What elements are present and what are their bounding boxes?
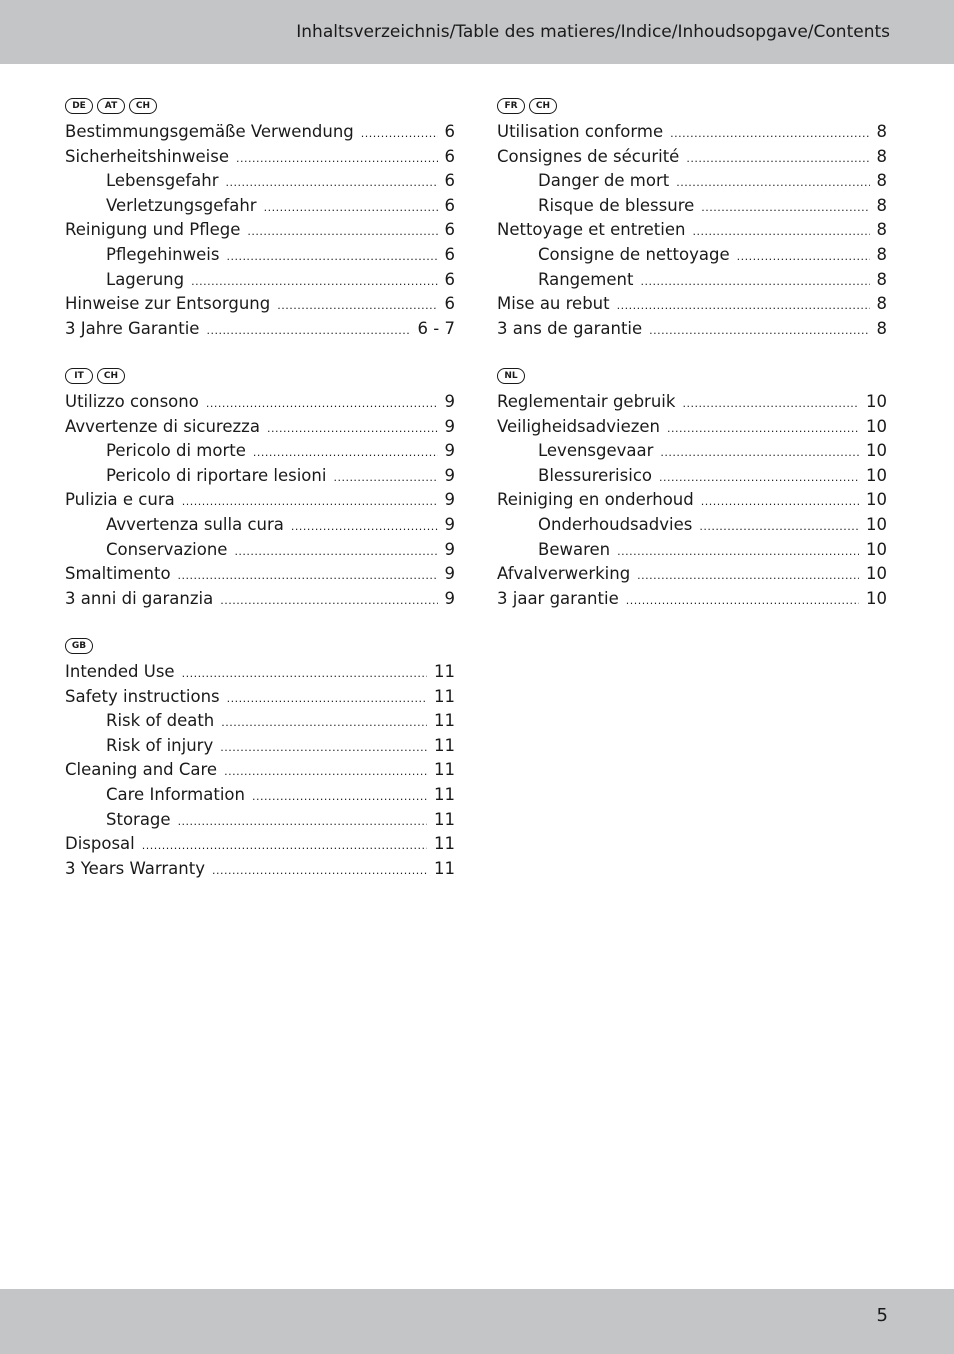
toc-entry [65, 564, 455, 589]
toc-entry-title: Risque de blessure [538, 195, 695, 215]
dot-leader [277, 299, 437, 312]
toc-entry-title: Risk of injury [106, 735, 214, 755]
toc-entry [497, 417, 887, 442]
toc-entry-page: 8 [876, 318, 887, 338]
dot-leader [682, 397, 859, 410]
toc-entry-title: Pericolo di riportare lesioni [106, 465, 327, 485]
toc-subentry [65, 466, 455, 491]
toc-entry-title: Lagerung [106, 269, 185, 289]
toc-entry [497, 589, 887, 614]
toc-entry-page: 11 [434, 858, 455, 878]
country-badge-it: IT [65, 368, 93, 384]
toc-entry-title: Utilisation conforme [497, 122, 664, 141]
toc-entry-title: Blessurerisico [538, 465, 652, 485]
country-badge-fr: FR [497, 98, 525, 114]
dot-leader [212, 864, 427, 877]
toc-entry-page: 6 [444, 269, 455, 289]
toc-subentry [497, 515, 887, 540]
dot-leader [701, 495, 859, 508]
toc-entry [497, 220, 887, 245]
country-badges [497, 365, 887, 387]
dot-leader [626, 594, 859, 607]
toc-entry-page: 11 [434, 735, 455, 755]
country-badges [65, 365, 455, 387]
dot-leader [253, 446, 438, 459]
toc-entry-title: Levensgevaar [538, 441, 654, 461]
toc-entry-page: 9 [444, 441, 455, 461]
toc-entry-title: Risk of death [106, 711, 215, 731]
toc-entry [65, 589, 455, 614]
toc-entry-title: Onderhoudsadvies [538, 514, 693, 534]
toc-entry-page: 6 [444, 171, 455, 191]
dot-leader [227, 692, 427, 705]
dot-leader [236, 152, 438, 165]
dot-leader [191, 275, 437, 288]
toc-subentry [497, 270, 887, 295]
toc-entry-title: Danger de mort [538, 171, 670, 191]
toc-entry-page: 10 [866, 564, 887, 584]
toc-entry-title: Safety instructions [65, 686, 220, 706]
toc-entry-title: Avvertenza sulla cura [106, 514, 284, 534]
toc-list [497, 392, 887, 613]
toc-section-fr [497, 95, 887, 343]
toc-entry-title: 3 ans de garantie [497, 318, 643, 338]
toc-entry-title: Care Information [106, 784, 245, 804]
toc-subentry [497, 171, 887, 196]
toc-entry [65, 490, 455, 515]
dot-leader [220, 594, 437, 607]
toc-entry-page: 11 [434, 784, 455, 804]
dot-leader [267, 422, 438, 435]
dot-leader [178, 815, 427, 828]
country-badge-ch: CH [529, 98, 557, 114]
toc-entry-page: 6 - 7 [417, 318, 455, 338]
toc-entry [65, 294, 455, 319]
country-badge-ch: CH [97, 368, 125, 384]
toc-entry-page: 10 [866, 514, 887, 534]
toc-subentry [65, 540, 455, 565]
toc-entry [497, 392, 887, 417]
toc-entry-title: Pflegehinweis [106, 244, 220, 264]
toc-entry-title: Bestimmungsgemäße Verwendung [65, 122, 354, 141]
toc-entry-title: Veiligheidsadviezen [497, 416, 661, 436]
dot-leader [667, 422, 859, 435]
dot-leader [686, 152, 869, 165]
toc-subentry [65, 441, 455, 466]
toc-entry-title: Reinigung und Pflege [65, 220, 241, 240]
toc-entry [497, 564, 887, 589]
dot-leader [291, 520, 438, 533]
toc-subentry [497, 441, 887, 466]
dot-leader [699, 520, 859, 533]
dot-leader [252, 790, 427, 803]
toc-entry-page: 8 [876, 294, 887, 314]
dot-leader [676, 176, 869, 189]
toc-entry-page: 8 [876, 122, 887, 141]
dot-leader [221, 716, 427, 729]
toc-entry-page: 9 [444, 392, 455, 411]
country-badge-nl: NL [497, 368, 525, 384]
dot-leader [206, 397, 438, 410]
toc-entry-page: 9 [444, 514, 455, 534]
toc-entry-page: 9 [444, 564, 455, 584]
toc-entry-page: 9 [444, 490, 455, 510]
toc-entry [65, 760, 455, 785]
toc-entry-title: Hinweise zur Entsorgung [65, 294, 271, 314]
toc-subentry [65, 196, 455, 221]
toc-entry-title: Afvalverwerking [497, 564, 631, 584]
dot-leader [226, 176, 438, 189]
toc-entry-page: 9 [444, 588, 455, 608]
toc-entry-title: Pulizia e cura [65, 490, 175, 510]
toc-entry [65, 662, 455, 687]
toc-entry [65, 687, 455, 712]
dot-leader [361, 127, 438, 140]
toc-subentry [497, 196, 887, 221]
toc-entry-page: 11 [434, 711, 455, 731]
country-badge-at: AT [97, 98, 125, 114]
toc-entry-page: 6 [444, 122, 455, 141]
toc-entry-title: 3 anni di garanzia [65, 588, 214, 608]
toc-entry-page: 10 [866, 441, 887, 461]
toc-list [497, 122, 887, 343]
toc-entry-title: Verletzungsgefahr [106, 195, 257, 215]
toc-subentry [65, 515, 455, 540]
toc-subentry [65, 736, 455, 761]
toc-entry-title: Bewaren [538, 539, 611, 559]
toc-list [65, 392, 455, 613]
toc-entry-title: Avvertenze di sicurezza [65, 416, 260, 436]
toc-entry-page: 10 [866, 490, 887, 510]
toc-subentry [65, 785, 455, 810]
toc-list [65, 662, 455, 883]
dot-leader [247, 225, 437, 238]
page-title: Inhaltsverzeichnis/Table des matieres/Indice/Inhoudsopgave/Contents [296, 22, 890, 42]
dot-leader [182, 667, 427, 680]
toc-entry-title: Disposal [65, 834, 135, 854]
toc-entry-page: 9 [444, 416, 455, 436]
dot-leader [224, 765, 427, 778]
dot-leader [234, 545, 437, 558]
dot-leader [182, 495, 438, 508]
country-badge-de: DE [65, 98, 93, 114]
toc-entry-page: 8 [876, 195, 887, 215]
toc-subentry [497, 245, 887, 270]
toc-subentry [65, 171, 455, 196]
toc-entry-page: 9 [444, 465, 455, 485]
dot-leader [660, 446, 859, 459]
toc-entry [497, 122, 887, 147]
footer-band [0, 1289, 954, 1354]
toc-entry-page: 11 [434, 760, 455, 780]
toc-entry-page: 11 [434, 809, 455, 829]
toc-entry [65, 392, 455, 417]
toc-entry-page: 6 [444, 244, 455, 264]
dot-leader [333, 471, 437, 484]
dot-leader [178, 569, 438, 582]
toc-entry-page: 8 [876, 269, 887, 289]
toc-entry [65, 319, 455, 344]
toc-entry-title: Nettoyage et entretien [497, 220, 686, 240]
dot-leader [142, 839, 427, 852]
toc-entry-page: 8 [876, 244, 887, 264]
toc-subentry [65, 270, 455, 295]
toc-entry-page: 10 [866, 392, 887, 411]
toc-section-de [65, 95, 455, 343]
toc-entry-page: 8 [876, 171, 887, 191]
toc-entry-page: 8 [876, 146, 887, 166]
toc-entry [65, 220, 455, 245]
dot-leader [640, 275, 869, 288]
dot-leader [659, 471, 859, 484]
toc-entry [497, 147, 887, 172]
toc-entry-page: 8 [876, 220, 887, 240]
toc-entry-page: 11 [434, 686, 455, 706]
toc-entry [65, 834, 455, 859]
toc-entry-title: 3 Years Warranty [65, 858, 205, 878]
toc-entry-title: Smaltimento [65, 564, 171, 584]
toc-section-it [65, 365, 455, 613]
toc-entry-page: 11 [434, 834, 455, 854]
toc-section-gb [65, 635, 455, 883]
header-band [0, 0, 954, 64]
toc-entry [65, 147, 455, 172]
toc-entry-page: 6 [444, 195, 455, 215]
toc-entry-page: 6 [444, 294, 455, 314]
toc-entry-page: 6 [444, 220, 455, 240]
toc-entry-page: 10 [866, 539, 887, 559]
toc-entry-title: Consigne de nettoyage [538, 244, 730, 264]
toc-entry-title: 3 jaar garantie [497, 588, 619, 608]
toc-entry-title: Cleaning and Care [65, 760, 218, 780]
toc-entry-title: Mise au rebut [497, 294, 610, 314]
toc-entry-title: Reglementair gebruik [497, 392, 676, 411]
dot-leader [670, 127, 869, 140]
country-badges [65, 635, 455, 657]
toc-subentry [497, 466, 887, 491]
dot-leader [637, 569, 859, 582]
dot-leader [617, 545, 859, 558]
toc-entry-title: Storage [106, 809, 171, 829]
toc-entry-title: 3 Jahre Garantie [65, 318, 200, 338]
dot-leader [617, 299, 870, 312]
toc-entry-page: 10 [866, 588, 887, 608]
toc-entry-page: 9 [444, 539, 455, 559]
toc-section-nl [497, 365, 887, 613]
page-number: 5 [876, 1305, 888, 1326]
dot-leader [737, 250, 870, 263]
toc-entry [65, 417, 455, 442]
toc-entry-page: 10 [866, 416, 887, 436]
toc-entry-title: Rangement [538, 269, 634, 289]
toc-subentry [65, 245, 455, 270]
dot-leader [264, 201, 438, 214]
toc-entry-title: Consignes de sécurité [497, 146, 680, 166]
toc-entry-title: Reiniging en onderhoud [497, 490, 694, 510]
toc-entry [65, 122, 455, 147]
country-badges [65, 95, 455, 117]
toc-list [65, 122, 455, 343]
country-badges [497, 95, 887, 117]
toc-entry-page: 6 [444, 146, 455, 166]
toc-entry-page: 11 [434, 662, 455, 681]
toc-entry-title: Utilizzo consono [65, 392, 199, 411]
dot-leader [220, 741, 427, 754]
toc-entry-title: Conservazione [106, 539, 228, 559]
toc-entry-title: Lebensgefahr [106, 171, 219, 191]
dot-leader [692, 225, 869, 238]
toc-entry [497, 490, 887, 515]
dot-leader [226, 250, 437, 263]
toc-entry [497, 319, 887, 344]
country-badge-ch: CH [129, 98, 157, 114]
dot-leader [206, 324, 410, 337]
country-badge-gb: GB [65, 638, 93, 654]
dot-leader [649, 324, 869, 337]
toc-entry-title: Intended Use [65, 662, 175, 681]
toc-entry-title: Pericolo di morte [106, 441, 246, 461]
dot-leader [701, 201, 869, 214]
toc-subentry [497, 540, 887, 565]
toc-entry-title: Sicherheitshinweise [65, 146, 229, 166]
toc-entry [497, 294, 887, 319]
toc-entry [65, 859, 455, 884]
toc-entry-page: 10 [866, 465, 887, 485]
toc-subentry [65, 810, 455, 835]
toc-subentry [65, 711, 455, 736]
